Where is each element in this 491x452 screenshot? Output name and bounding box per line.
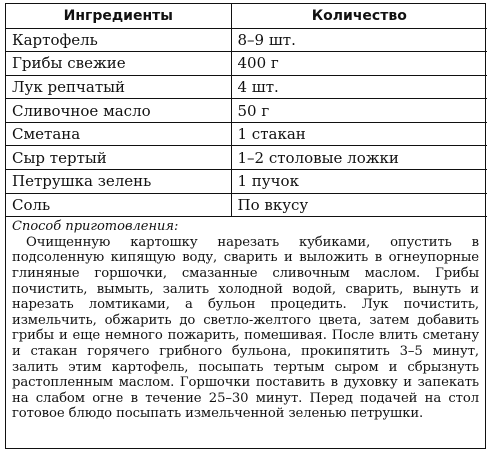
- ingredient-amount: 8–9 шт.: [231, 28, 487, 52]
- recipe-title: Способ приготовления:: [12, 219, 179, 235]
- recipe-section: [6, 217, 485, 422]
- ingredient-name: Картофель: [6, 28, 231, 52]
- ingredient-name: Петрушка зелень: [6, 170, 231, 194]
- ingredient-amount: 4 шт.: [231, 75, 487, 99]
- ingredient-amount: 1 пучок: [231, 170, 487, 194]
- table-row: [6, 146, 487, 170]
- ingredient-amount: 1 стакан: [231, 122, 487, 146]
- ingredient-amount: По вкусу: [231, 193, 487, 217]
- table-row: [6, 122, 487, 146]
- table-row: [6, 99, 487, 123]
- ingredients-table: [6, 4, 487, 217]
- header-quantity: Количество: [231, 4, 487, 28]
- table-header-row: [6, 4, 487, 28]
- ingredient-name: Грибы свежие: [6, 52, 231, 76]
- table-row: [6, 75, 487, 99]
- ingredient-amount: 50 г: [231, 99, 487, 123]
- table-row: [6, 28, 487, 52]
- recipe-text: Очищенную картошку нарезать кубиками, опустить в подсоленную кипящую воду, сварить и выложить в огнеупорные глиняные горшочки, смазанные сливочным маслом. Грибы почистить, вымыть, залить холодной водой, сварить, вынуть и нарезать ломтиками, а бульон процедить. Лук почистить, измельчить, обжарить до светло-желтого цвета, затем добавить грибы и еще немного пожарить, помешивая. После влить сметану и стакан горячего грибного бульона, прокипятить 3–5 минут, залить этим картофель, посыпать тертым сыром и сбрызнуть растопленным маслом. Горшочки поставить в духовку и запекать на слабом огне в течение 25–30 минут. Перед подачей на стол готовое блюдо посыпать измельченной зеленью петрушки.: [12, 234, 479, 422]
- ingredient-name: Сметана: [6, 122, 231, 146]
- ingredient-amount: 400 г: [231, 52, 487, 76]
- recipe-card: [5, 3, 486, 449]
- table-row: [6, 170, 487, 194]
- ingredient-name: Сыр тертый: [6, 146, 231, 170]
- table-row: [6, 193, 487, 217]
- ingredient-amount: 1–2 столовые ложки: [231, 146, 487, 170]
- header-ingredients: Ингредиенты: [6, 4, 231, 28]
- ingredient-name: Лук репчатый: [6, 75, 231, 99]
- ingredient-name: Сливочное масло: [6, 99, 231, 123]
- table-row: [6, 52, 487, 76]
- ingredient-name: Соль: [6, 193, 231, 217]
